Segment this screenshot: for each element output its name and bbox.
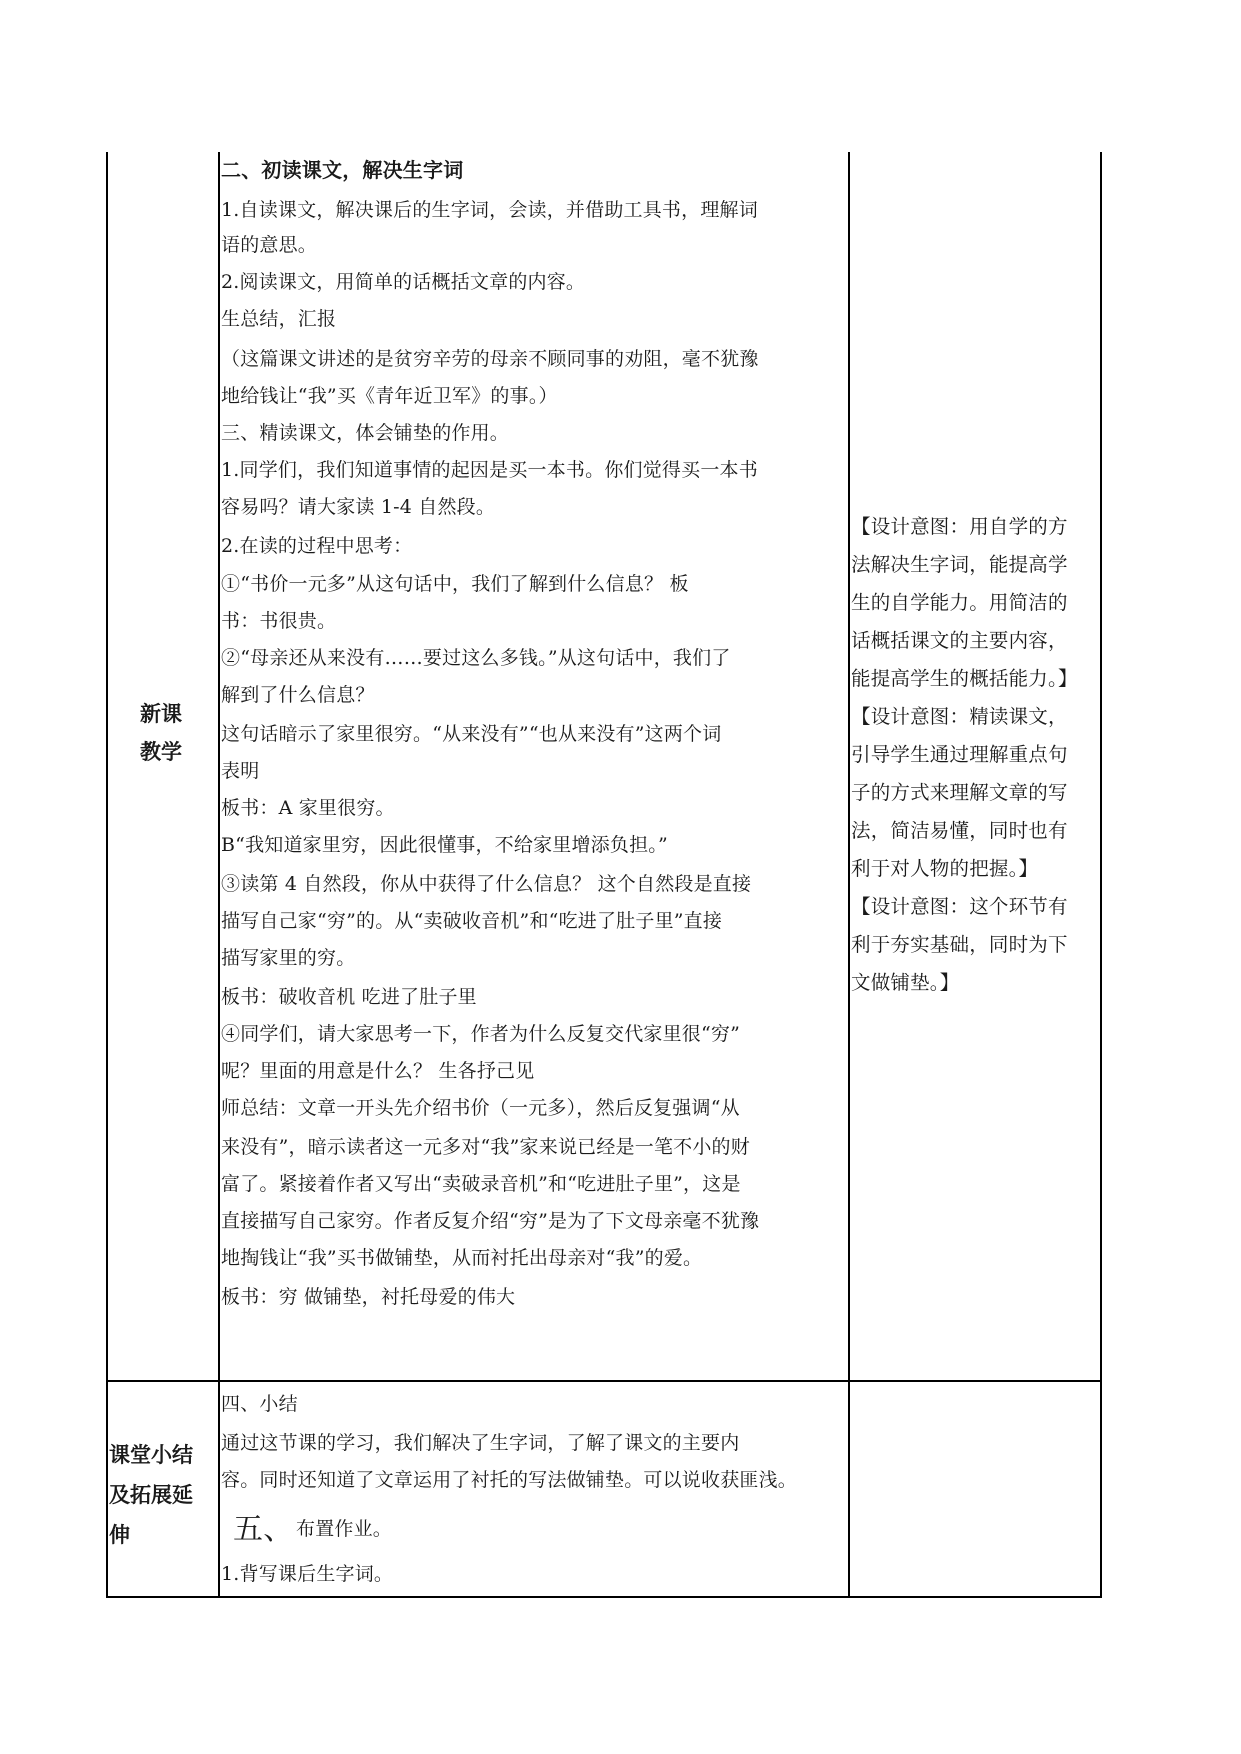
- summary-label-line-3: 伸: [109, 1523, 130, 1547]
- lesson-label-line-2: 教学: [140, 740, 182, 764]
- lesson-text-line: 解到了什么信息？: [221, 684, 375, 706]
- lesson-text-line: 容易吗？请大家读 1-4 自然段。: [221, 496, 496, 518]
- lesson-text-line: 这句话暗示了家里很穷。“从来没有”“也从来没有”这两个词: [221, 723, 722, 745]
- design-intent-note: 能提高学生的概括能力。】: [851, 667, 1078, 690]
- design-intent-note: 【设计意图：用自学的方: [851, 515, 1068, 538]
- design-intent-note: 生的自学能力。用简洁的: [851, 591, 1068, 614]
- summary-section-title: 四、小结: [221, 1393, 298, 1415]
- lesson-text-line: 板书：A 家里很穷。: [221, 797, 395, 819]
- design-intent-note: 利于对人物的把握。】: [851, 857, 1039, 880]
- homework-title: 布置作业。: [296, 1518, 393, 1540]
- lesson-text-line: 富了。紧接着作者又写出“卖破录音机”和“吃进肚子里”，这是: [221, 1173, 741, 1195]
- lesson-text-line: 描写家里的穷。: [221, 947, 356, 969]
- lesson-section-heading: 二、初读课文，解决生字词: [221, 158, 464, 182]
- lesson-text-line: ②“母亲还从来没有……要过这么多钱。”从这句话中，我们了: [221, 647, 731, 669]
- lesson-text-line: ④同学们，请大家思考一下，作者为什么反复交代家里很“穷”: [221, 1023, 741, 1045]
- lesson-text-line: （这篇课文讲述的是贫穷辛劳的母亲不顾同事的劝阻，毫不犹豫: [221, 348, 759, 370]
- lesson-text-line: 三、精读课文，体会铺垫的作用。: [221, 422, 510, 444]
- lesson-text-line: 师总结：文章一开头先介绍书价（一元多），然后反复强调“从: [221, 1097, 740, 1119]
- lesson-text-line: 2.阅读课文，用简单的话概括文章的内容。: [221, 271, 586, 293]
- design-intent-note: 法解决生字词，能提高学: [851, 553, 1068, 576]
- design-intent-note: 【设计意图：精读课文，: [851, 705, 1068, 728]
- summary-label-line-2: 及拓展延: [109, 1483, 193, 1507]
- lesson-text-line: B“我知道家里穷，因此很懂事，不给家里增添负担。”: [221, 834, 668, 856]
- lesson-text-line: 地给钱让“我”买《青年近卫军》的事。）: [221, 385, 558, 407]
- design-intent-note: 文做铺垫。】: [851, 971, 960, 994]
- summary-label-line-1: 课堂小结: [109, 1443, 193, 1467]
- lesson-text-line: 表明: [221, 760, 260, 782]
- lesson-text-line: 呢？里面的用意是什么？ 生各抒己见: [221, 1060, 535, 1082]
- lesson-text-line: 语的意思。: [221, 234, 318, 256]
- lesson-text-line: 地掏钱让“我”买书做铺垫，从而衬托出母亲对“我”的爱。: [221, 1247, 703, 1269]
- homework-number: 五、: [233, 1512, 294, 1547]
- lesson-text-line: 直接描写自己家穷。作者反复介绍“穷”是为了下文母亲毫不犹豫: [221, 1210, 760, 1232]
- design-intent-note: 子的方式来理解文章的写: [851, 781, 1068, 804]
- design-intent-note: 利于夯实基础，同时为下: [851, 933, 1068, 956]
- lesson-text-line: 1.自读课文，解决课后的生字词，会读，并借助工具书，理解词: [221, 199, 758, 221]
- lesson-text-line: 板书：穷 做铺垫，衬托母爱的伟大: [221, 1286, 516, 1308]
- lesson-text-line: 描写自己家“穷”的。从“卖破收音机”和“吃进了肚子里”直接: [221, 910, 723, 932]
- homework-item: 1.背写课后生字词。: [221, 1563, 394, 1585]
- lesson-text-line: ③读第 4 自然段，你从中获得了什么信息？ 这个自然段是直接: [221, 873, 752, 895]
- design-intent-note: 法，简洁易懂，同时也有: [851, 819, 1068, 842]
- lesson-text-line: ①“书价一元多”从这句话中，我们了解到什么信息？ 板: [221, 573, 689, 595]
- design-intent-note: 引导学生通过理解重点句: [851, 743, 1068, 766]
- lesson-text-line: 板书：破收音机 吃进了肚子里: [221, 986, 477, 1008]
- lesson-text-line: 1.同学们，我们知道事情的起因是买一本书。你们觉得买一本书: [221, 459, 758, 481]
- lesson-text-line: 来没有”，暗示读者这一元多对“我”家来说已经是一笔不小的财: [221, 1136, 750, 1158]
- design-intent-note: 话概括课文的主要内容，: [851, 629, 1068, 652]
- summary-paragraph-line: 通过这节课的学习，我们解决了生字词，了解了课文的主要内: [221, 1432, 740, 1454]
- summary-paragraph-line: 容。同时还知道了文章运用了衬托的写法做铺垫。可以说收获匪浅。: [221, 1469, 798, 1491]
- lesson-text-line: 书：书很贵。: [221, 610, 337, 632]
- lesson-text-line: 生总结，汇报: [221, 308, 337, 330]
- lesson-text-line: 2.在读的过程中思考：: [221, 535, 413, 557]
- lesson-label-line-1: 新课: [140, 702, 182, 726]
- design-intent-note: 【设计意图：这个环节有: [851, 895, 1068, 918]
